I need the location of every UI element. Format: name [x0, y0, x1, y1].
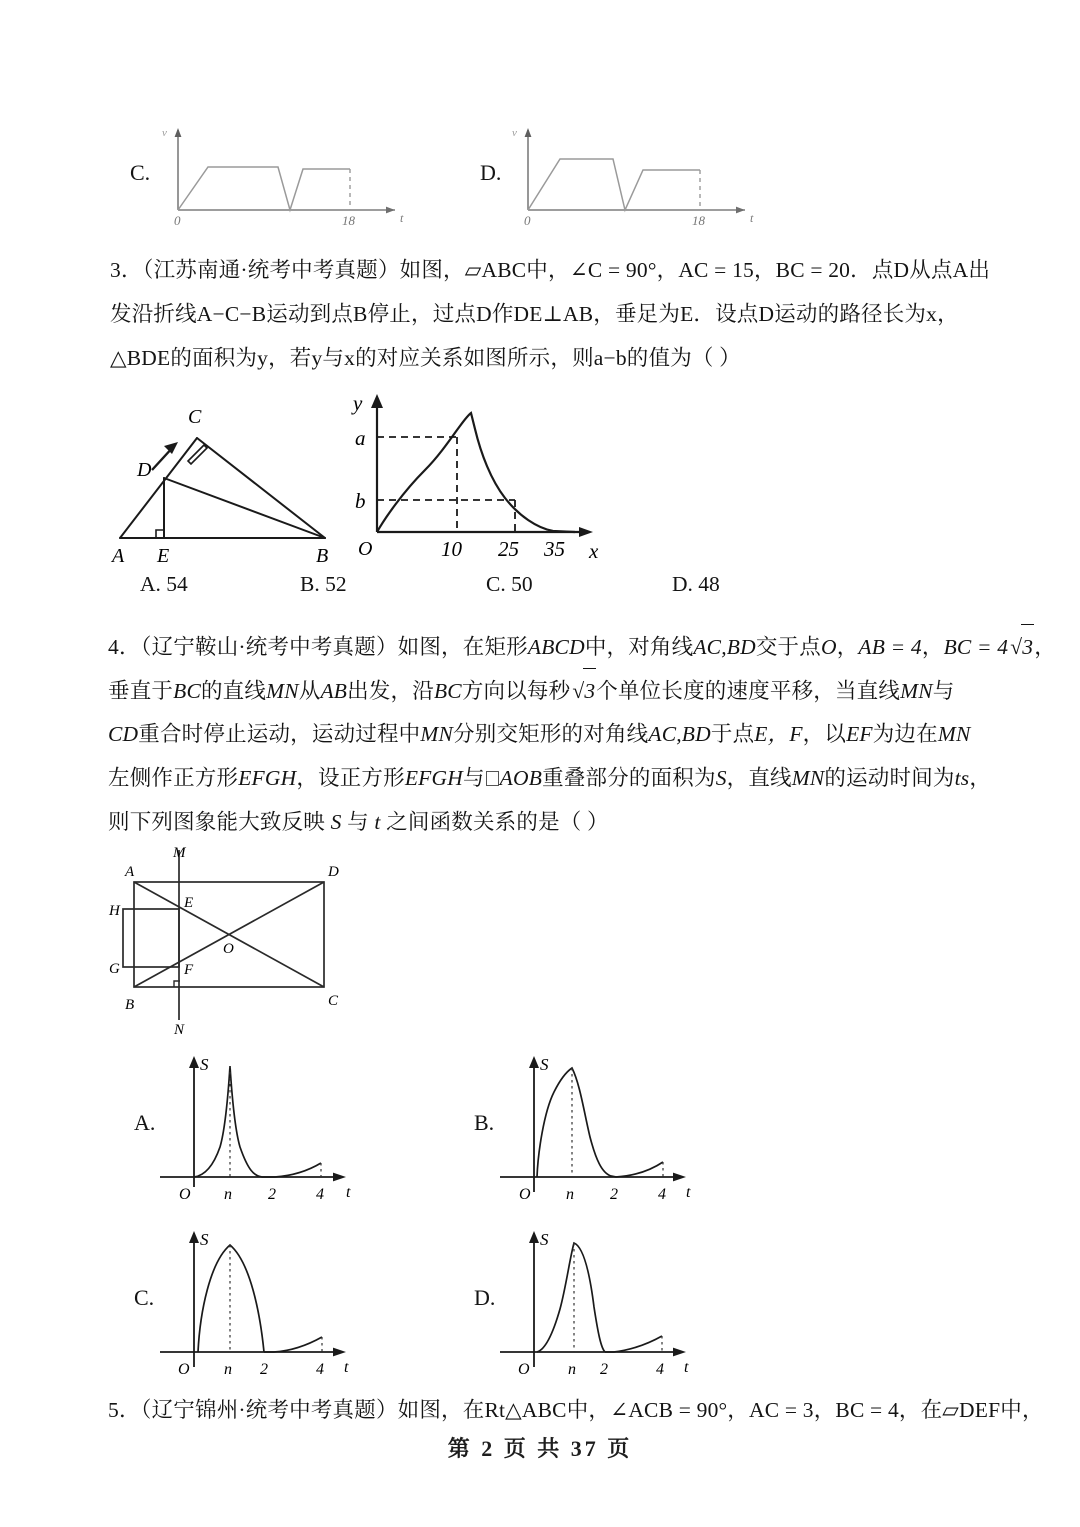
right-angle-marker-E: [156, 530, 164, 538]
top-option-c-figure: [130, 112, 430, 227]
q3-curve: [377, 413, 575, 532]
x-axis-arrow-icon: [673, 1348, 686, 1357]
rect-label-B: B: [125, 997, 135, 1013]
x-axis-arrow-icon: [333, 1348, 346, 1357]
question-3-graph-figure: [325, 382, 615, 567]
y-axis-arrow-icon: [189, 1231, 199, 1243]
rect-label-F: F: [184, 962, 194, 978]
question-3-line-1: 3．（江苏南通·统考中考真题）如图，▱ABC中，∠C = 90°，AC = 15，BC = 20．点D从点A出: [110, 258, 991, 282]
question-5-line-1: 5．（辽宁锦州·统考中考真题）如图，在Rt△ABC中，∠ACB = 90°，AC = 3，BC = 4，在▱DEF中，: [108, 1398, 1044, 1422]
q4-b-origin: O: [519, 1186, 531, 1203]
q3-choice-c-letter: C.: [486, 572, 506, 596]
x-axis-arrow-icon: [386, 207, 395, 214]
option-d-x-axis-label: t: [750, 211, 754, 225]
option-c-chart: [130, 112, 430, 227]
x-axis-arrow-icon: [673, 1173, 686, 1182]
q3-choice-a-letter: A.: [140, 572, 161, 596]
q3-choice-b-letter: B.: [300, 572, 320, 596]
rect-label-D: D: [328, 864, 339, 880]
missing-glyph-box: [486, 771, 499, 786]
y-axis-arrow-icon: [189, 1056, 199, 1068]
option-c-origin-label: 0: [174, 213, 181, 228]
q3-x-axis-label: x: [589, 539, 599, 563]
q3-origin-label: O: [358, 538, 373, 560]
right-angle-marker-C: [188, 445, 207, 464]
q4-a-origin: O: [179, 1186, 191, 1203]
q4-b-x-label: t: [686, 1184, 691, 1201]
q3-choice-a-value: 54: [166, 572, 188, 596]
q4-a-tick-4: 4: [316, 1186, 324, 1203]
question-5-text: [108, 1388, 1044, 1432]
q4-option-b-letter: B.: [474, 1110, 495, 1135]
q4-d-tick-4: 4: [656, 1361, 664, 1378]
q4-option-c-figure: [134, 1217, 394, 1397]
question-4-line-2: 垂直于BC的直线MN从AB出发，沿BC方向以每秒√3个单位长度的速度平移，当直线MN与: [108, 668, 998, 712]
option-d-y-axis-label: v: [512, 127, 517, 139]
q4-b-y-label: S: [540, 1055, 549, 1074]
rect-label-E: E: [184, 895, 194, 911]
square-EFGH: [123, 909, 179, 967]
q4-c-y-label: S: [200, 1230, 209, 1249]
vertex-label-D: D: [137, 459, 152, 481]
page-footer: 第 2 页 共 37 页: [447, 1436, 633, 1461]
q3-choice-d[interactable]: [672, 572, 720, 597]
question-3-line-3: △BDE的面积为y，若y与x的对应关系如图所示，则a−b的值为（ ）: [110, 346, 741, 370]
question-4-line-1: 4．（辽宁鞍山·统考中考真题）如图，在矩形ABCD中，对角线AC,BD交于点O，AB = 4，BC = 4√3，: [108, 624, 998, 668]
q4-option-c-letter: C.: [134, 1285, 155, 1310]
x-axis-arrow-icon: [579, 527, 593, 537]
q3-choice-c[interactable]: [486, 572, 533, 597]
option-c-x-axis-label: t: [400, 211, 404, 225]
q4-option-a-figure: [134, 1042, 394, 1222]
q4-d-tick-2: 2: [600, 1361, 608, 1378]
vertex-label-B: B: [316, 545, 329, 567]
y-axis-arrow-icon: [529, 1056, 539, 1068]
q4-option-c-chart: [134, 1217, 394, 1397]
rect-label-G: G: [109, 961, 120, 977]
q3-choice-b[interactable]: [300, 572, 347, 597]
q3-x-tick-25: 25: [498, 537, 519, 561]
question-4-text: [108, 624, 1056, 844]
q3-choice-a[interactable]: [140, 572, 188, 597]
q3-x-tick-10: 10: [441, 537, 462, 561]
option-c-letter: C.: [130, 160, 151, 185]
q4-d-tick-n: n: [568, 1361, 576, 1378]
q4-c-origin: O: [178, 1361, 190, 1378]
q4-a-x-label: t: [346, 1184, 351, 1201]
top-option-d-figure: [480, 112, 780, 227]
q4-option-d-letter: D.: [474, 1285, 496, 1310]
option-c-x-tick-18: 18: [342, 213, 355, 228]
y-axis-arrow-icon: [529, 1231, 539, 1243]
option-d-letter: D.: [480, 160, 502, 185]
option-d-x-tick-18: 18: [692, 213, 705, 228]
vertex-label-E: E: [157, 545, 170, 567]
rect-label-A: A: [125, 864, 135, 880]
question-3-text: [110, 248, 990, 380]
q4-b-tail-curve: [616, 1162, 663, 1177]
q3-y-tick-b: b: [355, 489, 366, 513]
q4-d-origin: O: [518, 1361, 530, 1378]
q4-a-tail-curve: [262, 1163, 321, 1177]
question-3-choices: [0, 572, 1080, 606]
rect-label-H: H: [109, 903, 120, 919]
q4-c-tail-curve: [264, 1337, 322, 1352]
rect-label-C: C: [328, 993, 339, 1009]
q3-choice-d-value: 48: [698, 572, 720, 596]
rect-label-O: O: [223, 941, 234, 957]
question-4-line-3: CD重合时停止运动，运动过程中MN分别交矩形的对角线AC,BD于点E，F，以EF为边在MN: [108, 722, 971, 746]
question-4-line-4: 左侧作正方形EFGH，设正方形EFGH与 AOB重叠部分的面积为S，直线MN的运动时间为ts，: [108, 766, 992, 790]
q3-y-tick-a: a: [355, 426, 366, 450]
q3-y-x-chart: [325, 382, 615, 567]
q4-c-x-label: t: [344, 1359, 349, 1376]
q4-a-tick-n: n: [224, 1186, 232, 1203]
direction-arrow-icon: [152, 442, 178, 470]
q4-b-tick-4: 4: [658, 1186, 666, 1203]
q4-c-parabola-curve: [198, 1245, 264, 1352]
option-c-curve: [178, 167, 350, 210]
q4-d-x-label: t: [684, 1359, 689, 1376]
vertex-label-A: A: [112, 545, 125, 567]
q4-a-spike-curve: [194, 1066, 262, 1177]
q4-d-y-label: S: [540, 1230, 549, 1249]
q4-option-d-figure: [474, 1217, 734, 1397]
rect-label-N: N: [174, 1022, 185, 1038]
rectangle-abcd-diagram: [92, 842, 372, 1042]
y-axis-arrow-icon: [371, 394, 383, 408]
question-4-rectangle-figure: [92, 842, 372, 1042]
option-d-curve: [528, 159, 700, 210]
segment-CB: [197, 438, 325, 538]
option-c-y-axis-label: v: [162, 127, 167, 139]
question-4-line-5: 则下列图象能大致反映 S 与 t 之间函数关系的是（ ）: [108, 810, 609, 834]
vertex-label-C: C: [188, 406, 202, 428]
q4-a-y-label: S: [200, 1055, 209, 1074]
segment-AC: [120, 438, 197, 538]
q4-b-peak-curve: [537, 1068, 616, 1177]
y-axis-arrow-icon: [175, 128, 182, 137]
q4-c-tick-4: 4: [316, 1361, 324, 1378]
q4-option-a-letter: A.: [134, 1110, 156, 1135]
q4-d-peak-curve: [537, 1243, 605, 1352]
q3-x-tick-35: 35: [544, 537, 565, 561]
q3-choice-d-letter: D.: [672, 572, 693, 596]
x-axis-arrow-icon: [333, 1173, 346, 1182]
q4-c-tick-2: 2: [260, 1361, 268, 1378]
x-axis-arrow-icon: [736, 207, 745, 214]
q4-d-tail-curve: [605, 1336, 662, 1352]
q3-choice-b-value: 52: [325, 572, 347, 596]
q4-b-tick-n: n: [566, 1186, 574, 1203]
q4-c-tick-n: n: [224, 1361, 232, 1378]
rect-label-M: M: [173, 845, 186, 861]
segment-DB: [164, 478, 325, 538]
q3-choice-c-value: 50: [511, 572, 533, 596]
q4-option-b-figure: [474, 1042, 734, 1222]
q3-y-axis-label: y: [353, 391, 363, 415]
y-axis-arrow-icon: [525, 128, 532, 137]
q4-option-a-chart: [134, 1042, 394, 1222]
option-d-origin-label: 0: [524, 213, 531, 228]
q4-option-b-chart: [474, 1042, 734, 1222]
option-d-chart: [480, 112, 780, 227]
q4-option-d-chart: [474, 1217, 734, 1397]
q4-b-tick-2: 2: [610, 1186, 618, 1203]
q4-a-tick-2: 2: [268, 1186, 276, 1203]
question-3-line-2: 发沿折线A−C−B运动到点B停止，过点D作DE⊥AB，垂足为E．设点D运动的路径长为x，: [110, 302, 959, 326]
